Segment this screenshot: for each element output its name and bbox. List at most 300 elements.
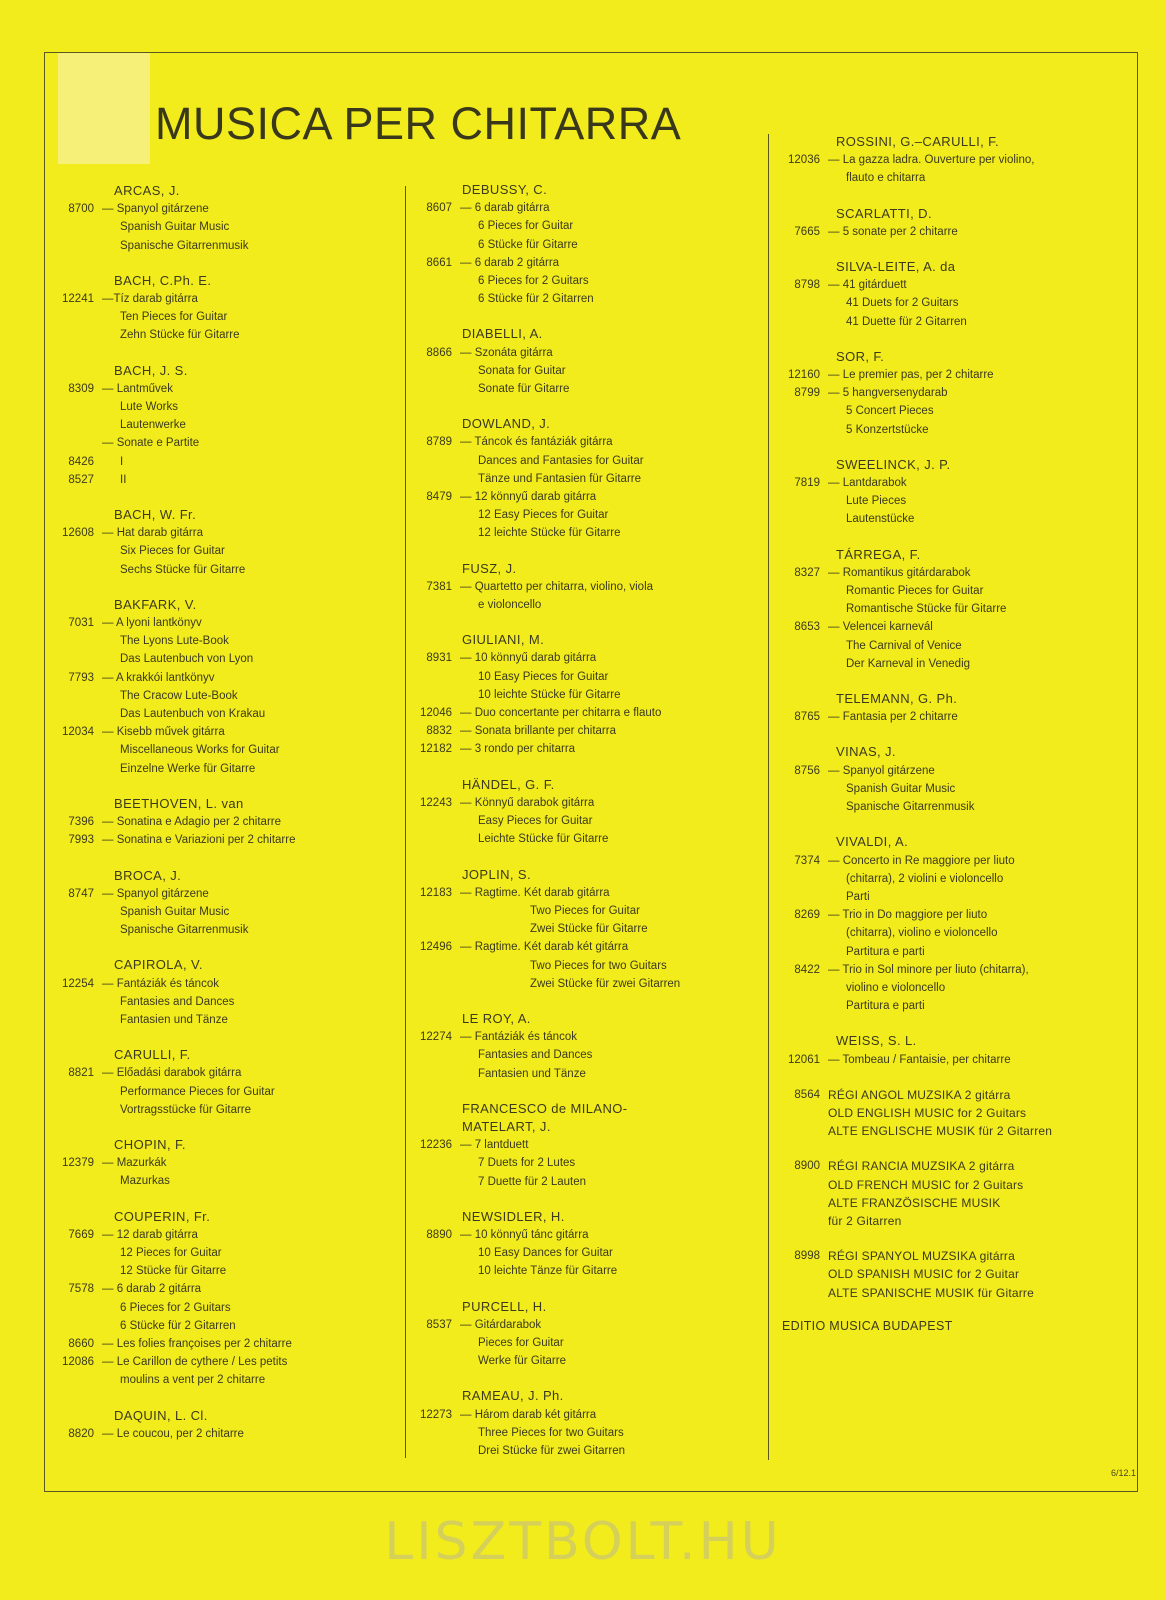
composer-name: LE ROY, A. — [462, 1010, 531, 1026]
work-item — [776, 223, 1126, 241]
composer-name: BAKFARK, V. — [114, 596, 197, 612]
work-title-line: Vortragsstücke für Gitarre — [120, 1103, 252, 1116]
work-title-line: 41 Duets for 2 Guitars — [846, 297, 959, 310]
catalog-entry — [56, 596, 396, 778]
catalog-number: 8426 — [68, 455, 94, 468]
catalog-number: 7669 — [68, 1228, 94, 1241]
work-title-line: — Fantáziák és táncok — [460, 1031, 577, 1044]
work-item — [776, 1247, 1126, 1302]
composer-name: TELEMANN, G. Ph. — [836, 691, 958, 707]
work-item — [406, 254, 762, 309]
catalog-entry — [776, 258, 1126, 331]
catalog-number: 12608 — [62, 527, 94, 540]
work-item — [776, 906, 1126, 961]
catalog-entry — [406, 1010, 762, 1083]
catalog-entry — [56, 182, 396, 255]
catalog-entry — [406, 181, 762, 308]
work-title-line: — Fantasia per 2 chitarre — [828, 711, 958, 724]
catalog-number: 8564 — [794, 1088, 820, 1101]
work-title-line: Spanische Gitarrenmusik — [120, 239, 249, 252]
work-title-line: moulins a vent per 2 chitarre — [120, 1374, 266, 1387]
catalog-number: 12086 — [62, 1356, 94, 1369]
work-title-line: — Ragtime. Két darab gitárra — [460, 886, 610, 899]
work-title-line: — 12 könnyű darab gitárra — [460, 491, 597, 504]
work-title-line: — Kisebb művek gitárra — [102, 726, 225, 739]
work-title-line: 6 Stücke für 2 Gitarren — [120, 1319, 236, 1332]
work-item — [56, 1335, 396, 1353]
work-title-line: — Spanyol gitárzene — [102, 203, 209, 216]
catalog-entry — [56, 1136, 396, 1191]
catalog-number: 8700 — [68, 203, 94, 216]
work-title-line: — Ragtime. Két darab két gitárra — [460, 941, 629, 954]
work-title-line: — Szonáta gitárra — [460, 346, 553, 359]
work-title-line: 10 Easy Pieces for Guitar — [478, 670, 609, 683]
work-item — [406, 884, 762, 939]
composer-name: GIULIANI, M. — [462, 632, 545, 648]
work-title-line: — Le premier pas, per 2 chitarre — [828, 369, 994, 382]
catalog-number: 12034 — [62, 726, 94, 739]
work-item — [406, 199, 762, 254]
work-item — [56, 380, 396, 453]
work-item — [406, 794, 762, 849]
composer-name: BEETHOVEN, L. van — [114, 795, 244, 811]
work-title-line: — Duo concertante per chitarra e flauto — [460, 707, 662, 720]
work-title-line: — Könnyű darabok gitárra — [460, 796, 595, 809]
catalog-column-2 — [406, 181, 762, 1477]
work-title-line: Fantasies and Dances — [120, 995, 235, 1008]
work-title-line: Zehn Stücke für Gitarre — [120, 329, 240, 342]
work-item — [56, 1353, 396, 1389]
work-title-line: — 6 darab gitárra — [460, 202, 550, 215]
work-title-line: 5 Konzertstücke — [846, 423, 929, 436]
catalog-number: 8653 — [794, 621, 820, 634]
composer-name: NEWSIDLER, H. — [462, 1208, 565, 1224]
work-item — [56, 831, 396, 849]
work-title-line: ALTE FRANZÖSISCHE MUSIK — [828, 1195, 1001, 1210]
catalog-entry — [776, 1157, 1126, 1230]
work-title-line: 5 Concert Pieces — [846, 405, 934, 418]
work-title-line: — Sonate e Partite — [102, 437, 200, 450]
work-title-line: — 12 darab gitárra — [102, 1228, 198, 1241]
work-title-line: 6 Pieces for 2 Guitars — [120, 1301, 231, 1314]
work-title-line: 6 Pieces for 2 Guitars — [478, 275, 589, 288]
catalog-entry — [776, 205, 1126, 241]
work-title-line: — Lantművek — [102, 382, 173, 395]
catalog-entry — [406, 325, 762, 398]
work-title-line: The Cracow Lute-Book — [120, 689, 238, 702]
work-title-line: Fantasien und Tänze — [120, 1013, 228, 1026]
work-item — [776, 762, 1126, 817]
work-item — [56, 471, 396, 489]
watermark: LISZTBOLT.HU — [384, 1512, 782, 1572]
work-title-line: — Három darab két gitárra — [460, 1408, 597, 1421]
work-title-line: (chitarra), violino e violoncello — [846, 927, 998, 940]
work-title-line: Miscellaneous Works for Guitar — [120, 744, 280, 757]
work-title-line: 12 leichte Stücke für Gitarre — [478, 527, 621, 540]
work-title-line: Lute Works — [120, 401, 178, 414]
work-title-line: I — [120, 455, 124, 468]
composer-name: MATELART, J. — [462, 1118, 551, 1134]
catalog-entry — [406, 1100, 762, 1191]
catalog-number: 7381 — [426, 580, 452, 593]
catalog-number: 12243 — [420, 796, 452, 809]
catalog-entry — [406, 415, 762, 542]
work-title-line: Ten Pieces for Guitar — [120, 311, 228, 324]
catalog-entry — [56, 1046, 396, 1119]
catalog-entry — [776, 133, 1126, 188]
work-title-line: — Sonatina e Variazioni per 2 chitarre — [102, 834, 296, 847]
work-title-line: Spanische Gitarrenmusik — [846, 801, 975, 814]
work-title-line: II — [120, 473, 127, 486]
composer-name: BACH, J. S. — [114, 362, 188, 378]
work-item — [776, 366, 1126, 384]
composer-name: CHOPIN, F. — [114, 1136, 186, 1152]
work-item — [406, 1028, 762, 1083]
work-title-line: Spanische Gitarrenmusik — [120, 924, 249, 937]
catalog-number: 8821 — [68, 1067, 94, 1080]
work-title-line: — Tombeau / Fantaisie, per chitarre — [828, 1053, 1011, 1066]
work-item — [776, 852, 1126, 907]
catalog-entry — [406, 866, 762, 993]
composer-name: PURCELL, H. — [462, 1298, 547, 1314]
work-item — [776, 384, 1126, 439]
work-title-line: — 41 gitárduett — [828, 279, 907, 292]
composer-name: VIVALDI, A. — [836, 834, 909, 850]
work-title-line: — Fantáziák és táncok — [102, 977, 219, 990]
work-title-line: — Les folies françoises per 2 chitarre — [102, 1337, 292, 1350]
work-item — [776, 708, 1126, 726]
work-title-line: 6 Stücke für Gitarre — [478, 238, 578, 251]
work-title-line: — Quartetto per chitarra, violino, viola — [460, 580, 654, 593]
work-title-line: Performance Pieces for Guitar — [120, 1085, 275, 1098]
catalog-number: 8998 — [794, 1250, 820, 1263]
work-title-line: —Tíz darab gitárra — [102, 293, 198, 306]
work-title-line: The Lyons Lute-Book — [120, 635, 229, 648]
catalog-entry — [776, 833, 1126, 1015]
work-item — [776, 564, 1126, 619]
catalog-number: 12036 — [788, 154, 820, 167]
work-title-line: — 5 sonate per 2 chitarre — [828, 225, 958, 238]
catalog-number: 12241 — [62, 293, 94, 306]
work-title-line: — A krakkói lantkönyv — [102, 671, 215, 684]
composer-name: RAMEAU, J. Ph. — [462, 1388, 564, 1404]
catalog-entry — [776, 743, 1126, 816]
work-title-line: 6 Stücke für 2 Gitarren — [478, 293, 594, 306]
work-item — [406, 1226, 762, 1281]
catalog-number: 8269 — [794, 909, 820, 922]
work-title-line: Pieces for Guitar — [478, 1336, 564, 1349]
catalog-number: 8799 — [794, 387, 820, 400]
work-title-line: 12 Stücke für Gitarre — [120, 1265, 227, 1278]
catalog-number: 8527 — [68, 473, 94, 486]
catalog-entry — [406, 776, 762, 849]
catalog-entry — [776, 1032, 1126, 1068]
work-item — [776, 474, 1126, 529]
composer-name: HÄNDEL, G. F. — [462, 776, 555, 792]
work-item — [406, 1406, 762, 1461]
work-item — [56, 290, 396, 345]
catalog-number: 8309 — [68, 382, 94, 395]
catalog-number: 12160 — [788, 369, 820, 382]
work-title-line: Parti — [846, 890, 870, 903]
catalog-entry — [776, 1247, 1126, 1302]
column-divider — [768, 134, 769, 1460]
catalog-entry — [776, 348, 1126, 439]
work-item — [776, 618, 1126, 673]
composer-name: WEISS, S. L. — [836, 1033, 917, 1049]
catalog-number: 8479 — [426, 491, 452, 504]
work-item — [776, 1051, 1126, 1069]
work-title-line: — 10 könnyű tánc gitárra — [460, 1228, 589, 1241]
work-title-line: violino e violoncello — [846, 981, 946, 994]
catalog-entry — [406, 560, 762, 615]
composer-name: BACH, C.Ph. E. — [114, 272, 212, 288]
catalog-column-1 — [56, 182, 396, 1460]
work-title-line: — Hat darab gitárra — [102, 527, 203, 540]
catalog-entry — [406, 631, 762, 758]
catalog-number: 8890 — [426, 1228, 452, 1241]
catalog-number: 8931 — [426, 652, 452, 665]
catalog-column-3 — [776, 133, 1126, 1333]
work-item — [406, 740, 762, 758]
catalog-entry — [56, 867, 396, 940]
work-item — [406, 704, 762, 722]
work-title-line: flauto e chitarra — [846, 172, 926, 185]
work-item — [406, 649, 762, 704]
work-title-line: Spanish Guitar Music — [846, 782, 956, 795]
work-item — [406, 433, 762, 488]
work-item — [56, 885, 396, 940]
composer-name: BACH, W. Fr. — [114, 507, 197, 523]
catalog-number: 7031 — [68, 617, 94, 630]
catalog-number: 12046 — [420, 707, 452, 720]
composer-name: FRANCESCO de MILANO- — [462, 1100, 628, 1116]
page-title: MUSICA PER CHITARRA — [155, 98, 682, 149]
catalog-number: 8756 — [794, 764, 820, 777]
catalog-number: 8832 — [426, 725, 452, 738]
work-title-line: Drei Stücke für zwei Gitarren — [478, 1444, 625, 1457]
work-title-line: — Spanyol gitárzene — [828, 764, 935, 777]
work-title-line: Six Pieces for Guitar — [120, 545, 225, 558]
work-title-line: RÉGI ANGOL MUZSIKA 2 gitárra — [828, 1087, 1011, 1102]
composer-name: DEBUSSY, C. — [462, 182, 548, 197]
work-title-line: Das Lautenbuch von Krakau — [120, 708, 266, 721]
work-title-line: (chitarra), 2 violini e violoncello — [846, 872, 1004, 885]
work-title-line: Zwei Stücke für Gitarre — [530, 923, 648, 936]
composer-name: ROSSINI, G.–CARULLI, F. — [836, 134, 1000, 149]
composer-name: SOR, F. — [836, 348, 885, 364]
work-title-line: Fantasies and Dances — [478, 1049, 593, 1062]
work-title-line: Sechs Stücke für Gitarre — [120, 563, 246, 576]
work-item — [56, 723, 396, 778]
catalog-number: 7665 — [794, 225, 820, 238]
catalog-number: 8820 — [68, 1427, 94, 1440]
composer-name: SWEELINCK, J. P. — [836, 456, 951, 472]
work-title-line: Tänze und Fantasien für Gitarre — [478, 472, 641, 485]
work-title-line: Two Pieces for two Guitars — [530, 959, 667, 972]
work-title-line: — Előadási darabok gitárra — [102, 1067, 242, 1080]
work-item — [406, 1136, 762, 1191]
work-title-line: — Spanyol gitárzene — [102, 887, 209, 900]
catalog-entry — [406, 1208, 762, 1281]
work-title-line: — Le coucou, per 2 chitarre — [102, 1427, 244, 1440]
work-item — [406, 578, 762, 614]
work-title-line: Werke für Gitarre — [478, 1355, 566, 1368]
catalog-entry — [776, 690, 1126, 726]
catalog-code: 6/12.1 — [1110, 1468, 1136, 1478]
catalog-number: 12254 — [62, 977, 94, 990]
composer-name: COUPERIN, Fr. — [114, 1208, 211, 1224]
work-title-line: — Sonata brillante per chitarra — [460, 725, 616, 738]
work-title-line: — 3 rondo per chitarra — [460, 743, 576, 756]
work-title-line: 6 Pieces for Guitar — [478, 220, 574, 233]
catalog-number: 12236 — [420, 1139, 452, 1152]
work-item — [406, 488, 762, 543]
catalog-entry — [776, 1086, 1126, 1141]
composer-name: VINAS, J. — [836, 744, 896, 760]
work-item — [56, 1064, 396, 1119]
catalog-number: 7819 — [794, 477, 820, 490]
work-title-line: — Táncok és fantáziák gitárra — [460, 436, 613, 449]
work-title-line: — Concerto in Re maggiore per liuto — [828, 854, 1015, 867]
composer-name: ARCAS, J. — [114, 183, 180, 198]
work-title-line: Romantische Stücke für Gitarre — [846, 603, 1007, 616]
catalog-number: 7793 — [68, 671, 94, 684]
composer-name: SCARLATTI, D. — [836, 205, 932, 221]
work-item — [56, 975, 396, 1030]
work-item — [406, 938, 762, 993]
composer-name: DIABELLI, A. — [462, 326, 543, 342]
work-title-line: Einzelne Werke für Gitarre — [120, 762, 256, 775]
work-title-line: Spanish Guitar Music — [120, 221, 230, 234]
catalog-number: 7578 — [68, 1283, 94, 1296]
catalog-entry — [56, 956, 396, 1029]
work-title-line: RÉGI RANCIA MUZSIKA 2 gitárra — [828, 1159, 1015, 1174]
work-title-line: OLD FRENCH MUSIC for 2 Guitars — [828, 1177, 1024, 1192]
composer-name: CAPIROLA, V. — [114, 957, 203, 973]
catalog-entry — [406, 1387, 762, 1460]
work-title-line: 12 Pieces for Guitar — [120, 1246, 222, 1259]
work-title-line: RÉGI SPANYOL MUZSIKA gitárra — [828, 1249, 1015, 1264]
work-title-line: — Trio in Do maggiore per liuto — [828, 909, 988, 922]
work-title-line: für 2 Gitarren — [828, 1213, 902, 1228]
work-item — [776, 1157, 1126, 1230]
composer-name: SILVA-LEITE, A. da — [836, 259, 956, 275]
catalog-entry — [776, 456, 1126, 529]
composer-name: BROCA, J. — [114, 867, 182, 883]
work-title-line: 10 Easy Dances for Guitar — [478, 1247, 613, 1260]
composer-name: DAQUIN, L. Cl. — [114, 1407, 208, 1423]
work-title-line: Spanish Guitar Music — [120, 905, 230, 918]
work-title-line: Three Pieces for two Guitars — [478, 1426, 624, 1439]
work-title-line: — A lyoni lantkönyv — [102, 617, 202, 630]
work-title-line: — Trio in Sol minore per liuto (chitarra), — [828, 963, 1029, 976]
work-item — [406, 1316, 762, 1371]
work-item — [776, 961, 1126, 1016]
work-title-line: — Le Carillon de cythere / Les petits — [102, 1356, 288, 1369]
catalog-number: 12273 — [420, 1408, 452, 1421]
catalog-number: 12274 — [420, 1031, 452, 1044]
catalog-number: 7374 — [794, 854, 820, 867]
work-item — [56, 1425, 396, 1443]
catalog-number: 8866 — [426, 346, 452, 359]
work-title-line: Sonata for Guitar — [478, 364, 566, 377]
work-title-line: Leichte Stücke für Gitarre — [478, 833, 609, 846]
work-title-line: Lautenwerke — [120, 419, 186, 432]
work-item — [56, 1280, 396, 1335]
work-title-line: Lute Pieces — [846, 495, 907, 508]
work-title-line: — 10 könnyű darab gitárra — [460, 652, 597, 665]
work-title-line: Partitura e parti — [846, 945, 925, 958]
work-title-line: 10 leichte Stücke für Gitarre — [478, 688, 621, 701]
work-item — [56, 453, 396, 471]
catalog-number: 7396 — [68, 816, 94, 829]
catalog-entry — [56, 795, 396, 850]
catalog-number: 12183 — [420, 886, 452, 899]
catalog-entry — [56, 506, 396, 579]
catalog-number: 12379 — [62, 1157, 94, 1170]
work-title-line: Mazurkas — [120, 1175, 170, 1188]
composer-name: TÁRREGA, F. — [836, 546, 921, 562]
work-title-line: OLD SPANISH MUSIC for 2 Guitar — [828, 1267, 1020, 1282]
work-item — [56, 669, 396, 724]
work-item — [56, 813, 396, 831]
work-title-line: Zwei Stücke für zwei Gitarren — [530, 977, 681, 990]
catalog-number: 8900 — [794, 1160, 820, 1173]
catalog-entry — [56, 362, 396, 489]
catalog-number: 8765 — [794, 711, 820, 724]
work-title-line: — Mazurkák — [102, 1157, 167, 1170]
catalog-number: 8660 — [68, 1337, 94, 1350]
work-title-line: Lautenstücke — [846, 513, 915, 526]
work-title-line: — Romantikus gitárdarabok — [828, 566, 971, 579]
work-title-line: Fantasien und Tänze — [478, 1067, 586, 1080]
work-title-line: — 6 darab 2 gitárra — [460, 256, 560, 269]
work-item — [56, 1226, 396, 1281]
catalog-number: 7993 — [68, 834, 94, 847]
work-item — [56, 1154, 396, 1190]
work-title-line: 7 Duets for 2 Lutes — [478, 1157, 576, 1170]
catalog-entry — [56, 272, 396, 345]
composer-name: FUSZ, J. — [462, 560, 517, 576]
work-item — [776, 1086, 1126, 1141]
work-title-line: — 7 lantduett — [460, 1139, 529, 1152]
work-title-line: — Velencei karnevál — [828, 621, 933, 634]
work-title-line: — Sonatina e Adagio per 2 chitarre — [102, 816, 282, 829]
work-item — [56, 524, 396, 579]
catalog-entry — [776, 546, 1126, 673]
work-title-line: Easy Pieces for Guitar — [478, 815, 593, 828]
work-title-line: ALTE ENGLISCHE MUSIK für 2 Gitarren — [828, 1124, 1053, 1139]
catalog-number: 8798 — [794, 279, 820, 292]
work-title-line: The Carnival of Venice — [846, 639, 962, 652]
work-title-line: OLD ENGLISH MUSIC for 2 Guitars — [828, 1105, 1027, 1120]
work-title-line: Dances and Fantasies for Guitar — [478, 454, 644, 467]
work-title-line: e violoncello — [478, 599, 542, 612]
catalog-number: 12496 — [420, 941, 452, 954]
catalog-entry — [56, 1208, 396, 1390]
catalog-number: 12182 — [420, 743, 452, 756]
work-item — [56, 614, 396, 669]
catalog-entry — [406, 1298, 762, 1371]
work-item — [776, 276, 1126, 331]
catalog-number: 8422 — [794, 963, 820, 976]
work-title-line: 12 Easy Pieces for Guitar — [478, 509, 609, 522]
work-title-line: 10 leichte Tänze für Gitarre — [478, 1265, 618, 1278]
catalog-number: 8661 — [426, 256, 452, 269]
work-item — [56, 200, 396, 255]
work-title-line: — Lantdarabok — [828, 477, 907, 490]
